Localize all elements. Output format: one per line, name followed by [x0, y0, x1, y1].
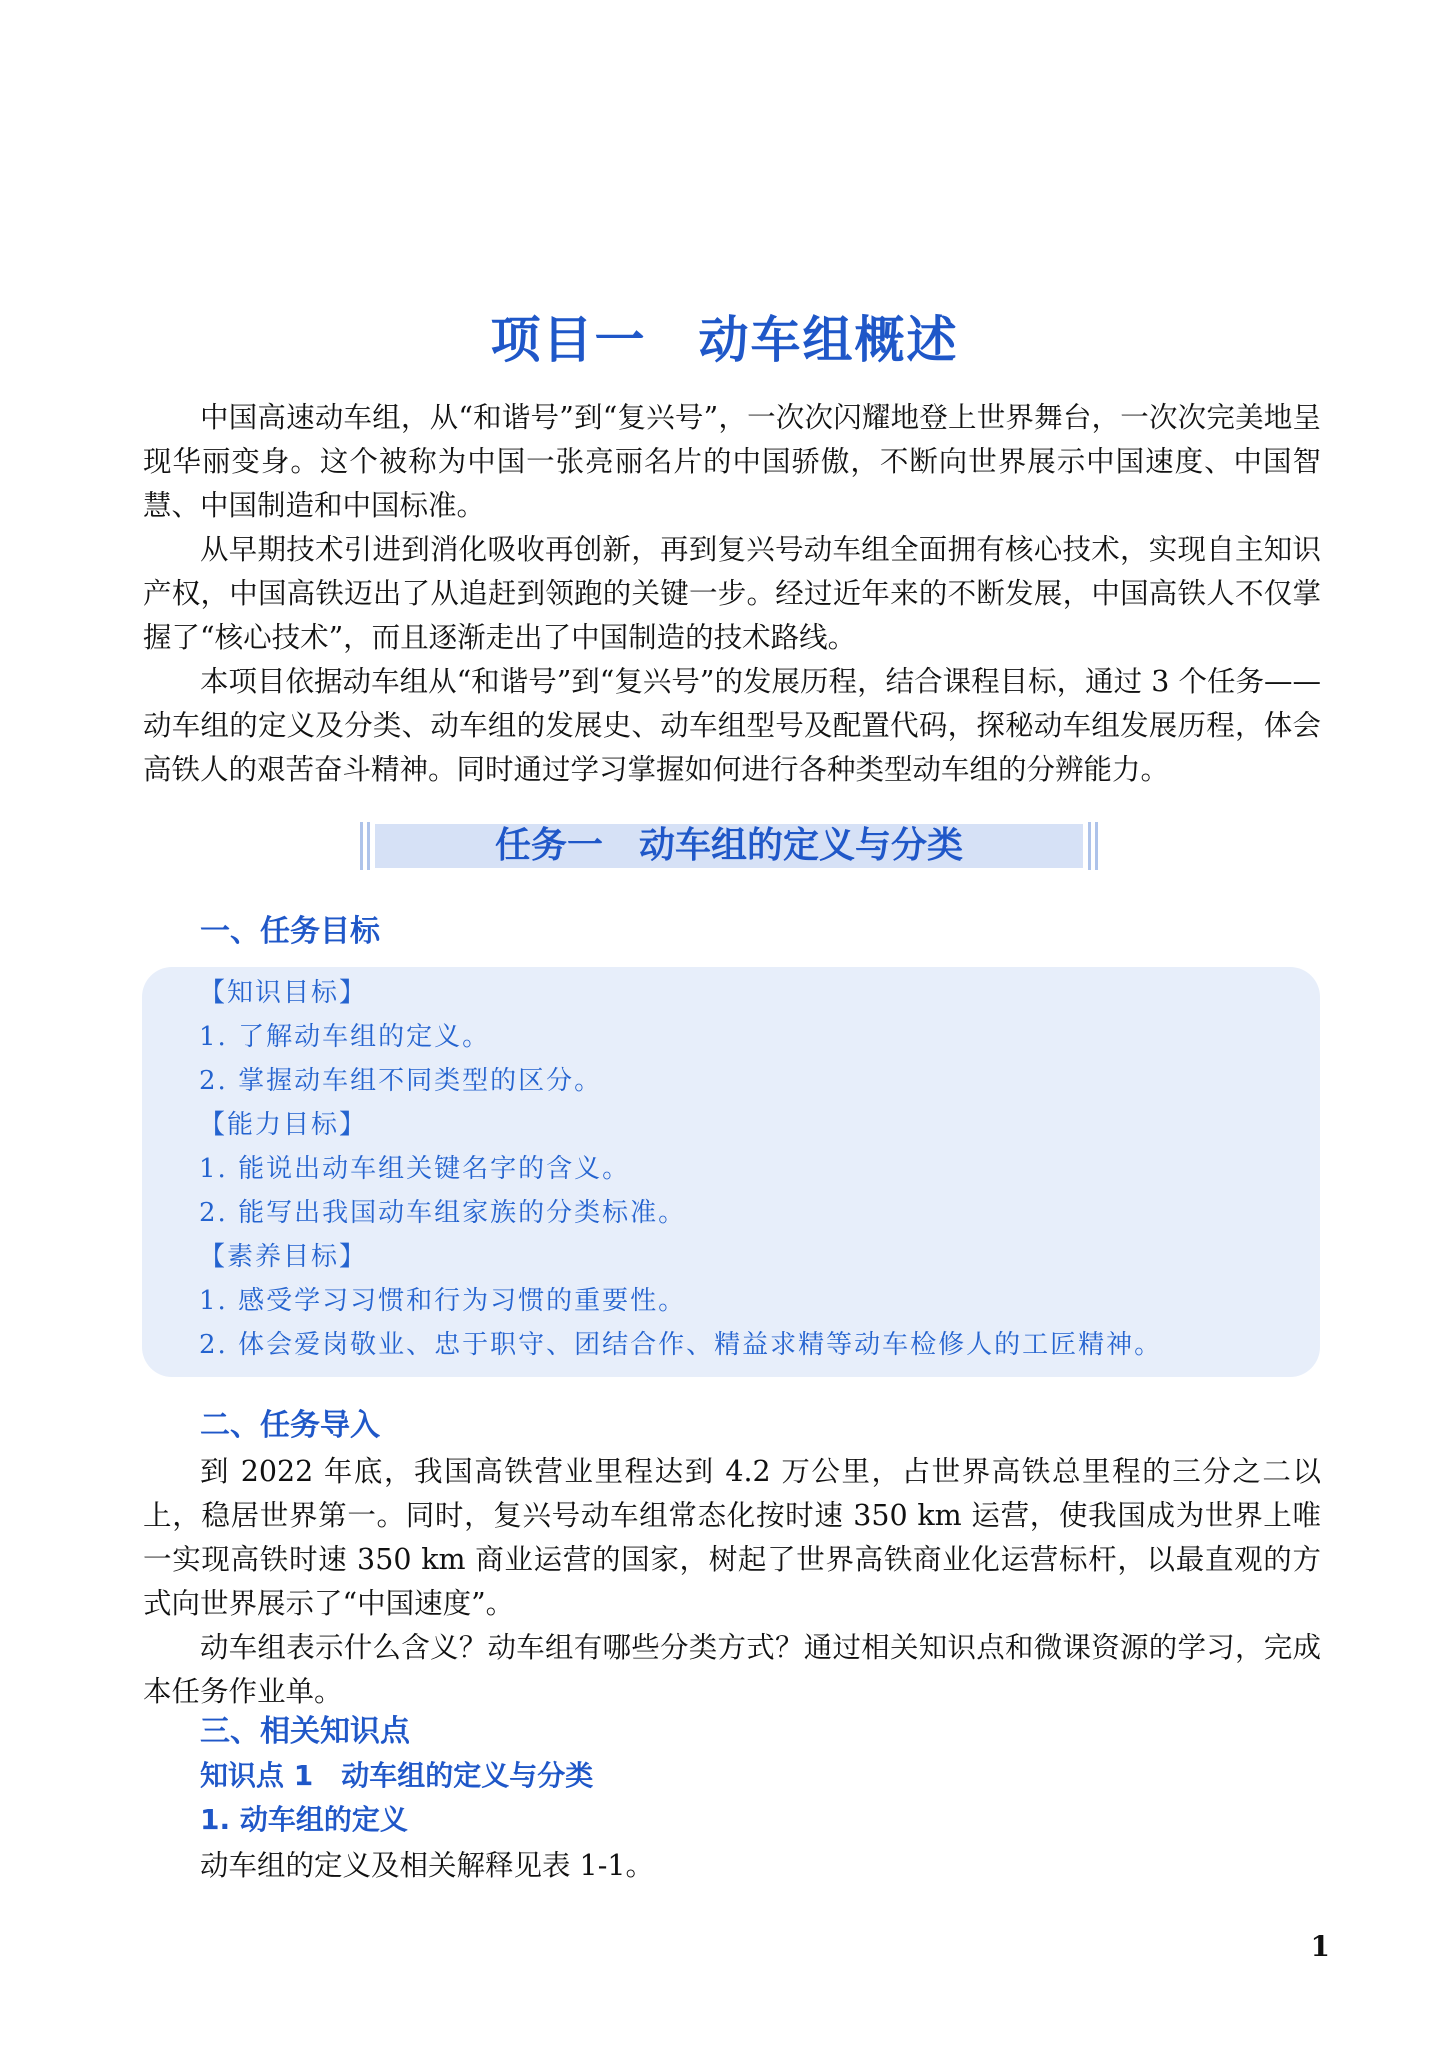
section-heading-introduction: 二、任务导入 [200, 1408, 380, 1443]
introduction-paragraph-1: 到 2022 年底，我国高铁营业里程达到 4.2 万公里，占世界高铁总里程的三分之二以上，稳居世界第一。同时，复兴号动车组常态化按时速 350 km 运营，使我国成为世界上唯一实现高铁时速 350 km 商业运营的国家，树起了世界高铁商业化运营标杆，以最直观的方式向世界展示了“中国速度”。 [143, 1455, 1321, 1620]
task-banner [360, 822, 1098, 870]
ability-objective-item: 2. 能写出我国动车组家族的分类标准。 [199, 1198, 687, 1228]
final-text [143, 1844, 1321, 1888]
ability-objective-item: 1. 能说出动车组关键名字的含义。 [199, 1154, 631, 1184]
section-heading-knowledge: 三、相关知识点 [200, 1714, 410, 1749]
quality-objective-item: 2. 体会爱岗敬业、忠于职守、团结合作、精益求精等动车检修人的工匠精神。 [199, 1330, 1163, 1360]
knowledge-objective-item: 1. 了解动车组的定义。 [199, 1022, 491, 1052]
banner-left-rule [360, 822, 363, 870]
introduction-text [143, 1450, 1321, 1714]
intro-paragraph-1: 中国高速动车组，从“和谐号”到“复兴号”，一次次闪耀地登上世界舞台，一次次完美地呈现华丽变身。这个被称为中国一张亮丽名片的中国骄傲，不断向世界展示中国速度、中国智慧、中国制造和中国标准。 [143, 401, 1321, 522]
knowledge-point-heading: 知识点 1 动车组的定义与分类 [200, 1759, 594, 1792]
banner-right-rule [1095, 822, 1098, 870]
intro-text [143, 396, 1321, 792]
chapter-title: 项目一 动车组概述 [490, 311, 959, 369]
page-number: 1 [1310, 1930, 1330, 1963]
introduction-paragraph-2: 动车组表示什么含义？动车组有哪些分类方式？通过相关知识点和微课资源的学习，完成本任务作业单。 [143, 1631, 1321, 1708]
intro-paragraph-3: 本项目依据动车组从“和谐号”到“复兴号”的发展历程，结合课程目标，通过 3 个任务——动车组的定义及分类、动车组的发展史、动车组型号及配置代码，探秘动车组发展历程，体会高铁人的艰苦奋斗精神。同时通过学习掌握如何进行各种类型动车组的分辨能力。 [143, 665, 1321, 786]
subheading-definition: 1. 动车组的定义 [200, 1803, 408, 1836]
final-paragraph: 动车组的定义及相关解释见表 1-1。 [200, 1849, 654, 1882]
task-banner-title: 任务一 动车组的定义与分类 [375, 824, 1083, 868]
intro-paragraph-2: 从早期技术引进到消化吸收再创新，再到复兴号动车组全面拥有核心技术，实现自主知识产权，中国高铁迈出了从追赶到领跑的关键一步。经过近年来的不断发展，中国高铁人不仅掌握了“核心技术”，而且逐渐走出了中国制造的技术路线。 [143, 533, 1321, 654]
ability-objective-title: 【能力目标】 [199, 1110, 368, 1140]
objectives-box [142, 967, 1320, 1377]
banner-left-rule-inner [367, 822, 370, 870]
section-heading-objectives: 一、任务目标 [200, 914, 380, 949]
banner-right-rule-inner [1088, 822, 1091, 870]
knowledge-objective-title: 【知识目标】 [199, 978, 368, 1008]
quality-objective-item: 1. 感受学习习惯和行为习惯的重要性。 [199, 1286, 687, 1316]
knowledge-objective-item: 2. 掌握动车组不同类型的区分。 [199, 1066, 603, 1096]
quality-objective-title: 【素养目标】 [199, 1242, 368, 1272]
